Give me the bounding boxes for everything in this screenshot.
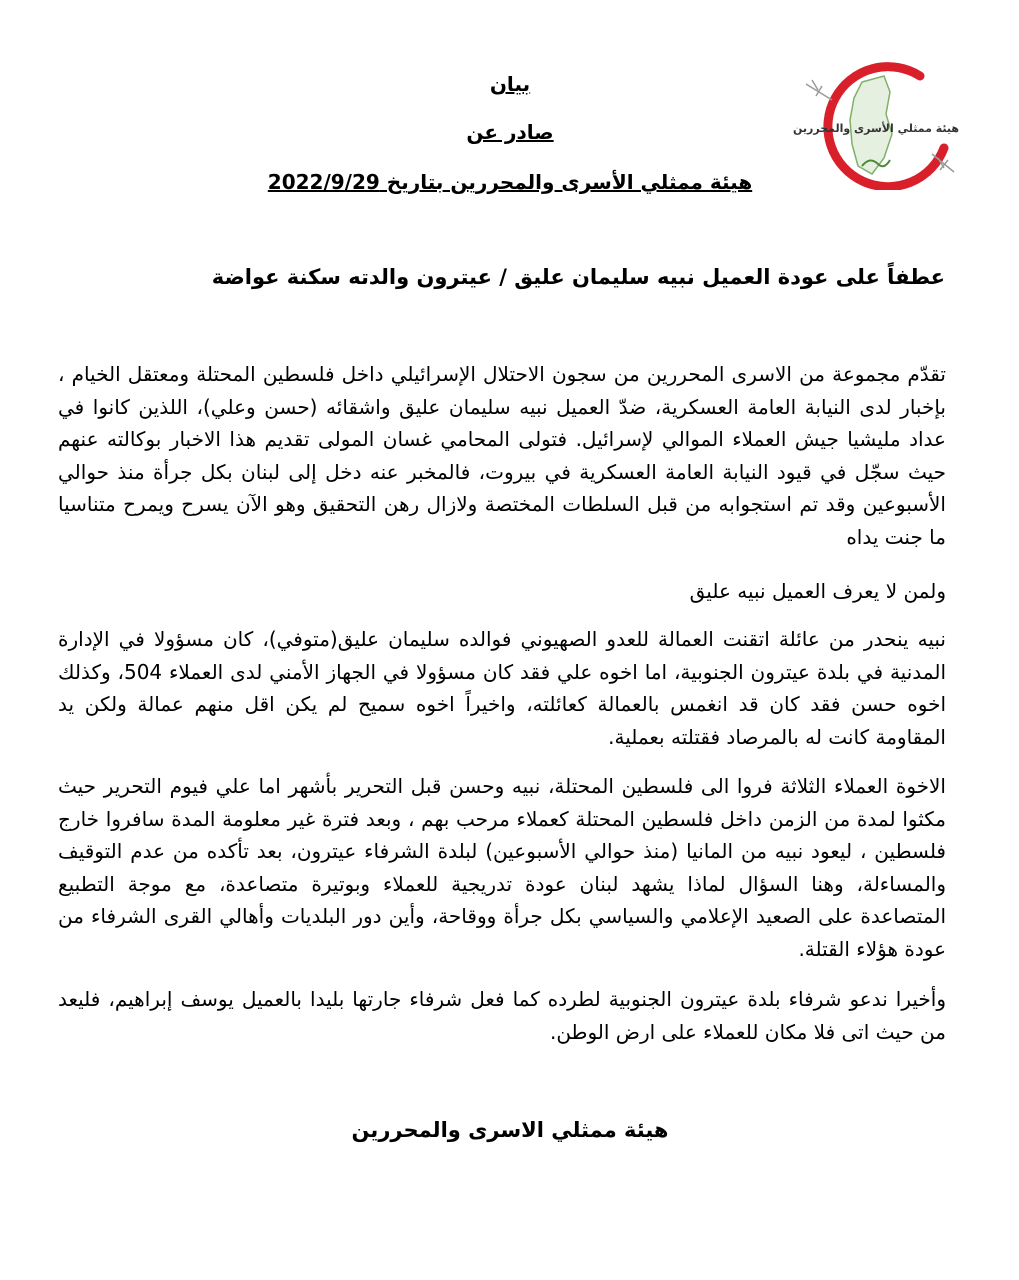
paragraph-complaint: تقدّم مجموعة من الاسرى المحررين من سجون الاحتلال الإسرائيلي داخل فلسطين المحتلة ومعتقل الخيام ، بإخبار لدى النيابة العامة العسكرية، ضدّ العميل نبيه سليمان عليق واشقائه (حسن وعلي)، اللذين كانوا في عداد مليشيا جيش العملاء الموالي لإسرائيل. فتولى المحامي غسان المولى تقديم هذا الاخبار بوكالته عنهم حيث سجّل في قيود النيابة العامة العسكرية في بيروت، فالمخبر عنه دخل إلى لبنان بكل جرأة منذ حوالي الأسبوعين وقد تم استجوابه من قبل السلطات المختصة ولازال رهن التحقيق وهو الآن يسرح ويمرح متناسيا ما جنت يداه	[58, 362, 946, 549]
paragraph-family: نبيه ينحدر من عائلة اتقنت العمالة للعدو الصهيوني فوالده سليمان عليق(متوفي)، كان مسؤولا في الإدارة المدنية في بلدة عيترون الجنوبية، اما اخوه علي فقد كان مسؤولا في الجهاز الأمني لدى العملاء 504، وكذلك اخوه حسن فقد كان قد انغمس بالعمالة كعائلته، واخيراً اخوه سميح لم يكن اقل منهم عمالة ولكن يد المقاومة كانت له بالمرصاد فقتلته بعملية.	[58, 627, 946, 749]
header-title: بيان	[489, 72, 531, 96]
logo-graphic	[792, 62, 960, 190]
statement-subject: عطفاً على عودة العميل نبيه سليمان عليق / عيترون والدته سكنة عواضة	[211, 265, 945, 289]
organization-logo	[792, 62, 960, 190]
paragraph-call: وأخيرا ندعو شرفاء بلدة عيترون الجنوبية لطرده كما فعل شرفاء جارتها بليدا بالعميل يوسف إبراهيم، فليعد من حيث اتى فلا مكان للعملاء على ارض الوطن.	[58, 987, 946, 1044]
header-issued-by: صادر عن	[466, 120, 554, 144]
logo-text: هيئة ممثلي الأسرى والمحررين	[792, 122, 960, 135]
paragraph-escape: الاخوة العملاء الثلاثة فروا الى فلسطين المحتلة، نبيه وحسن قبل التحرير بأشهر اما علي فيوم التحرير حيث مكثوا لمدة من الزمن داخل فلسطين المحتلة كعملاء مرحب بهم ، وبعد فترة غير معلومة المدة سافروا خارج فلسطين ، ليعود نبيه من المانيا (منذ حوالي الأسبوعين) لبلدة الشرفاء عيترون، بعد تأكده من عدم التوقيف والمساءلة، وهنا السؤال لماذا يشهد لبنان عودة تدريجية للعملاء وبوتيرة متصاعدة، مع موجة التطبيع المتصاعدة على الصعيد الإعلامي والسياسي بكل جرأة ووقاحة، وأين دور البلديات وأهالي القرى الشرفاء من عودة هؤلاء القتلة.	[58, 774, 946, 961]
paragraph-intro-who: ولمن لا يعرف العميل نبيه عليق	[689, 579, 946, 603]
header-organization-date: هيئة ممثلي الأسرى والمحررين بتاريخ 2022/9/29	[267, 170, 753, 194]
signature: هيئة ممثلي الاسرى والمحررين	[351, 1118, 669, 1142]
